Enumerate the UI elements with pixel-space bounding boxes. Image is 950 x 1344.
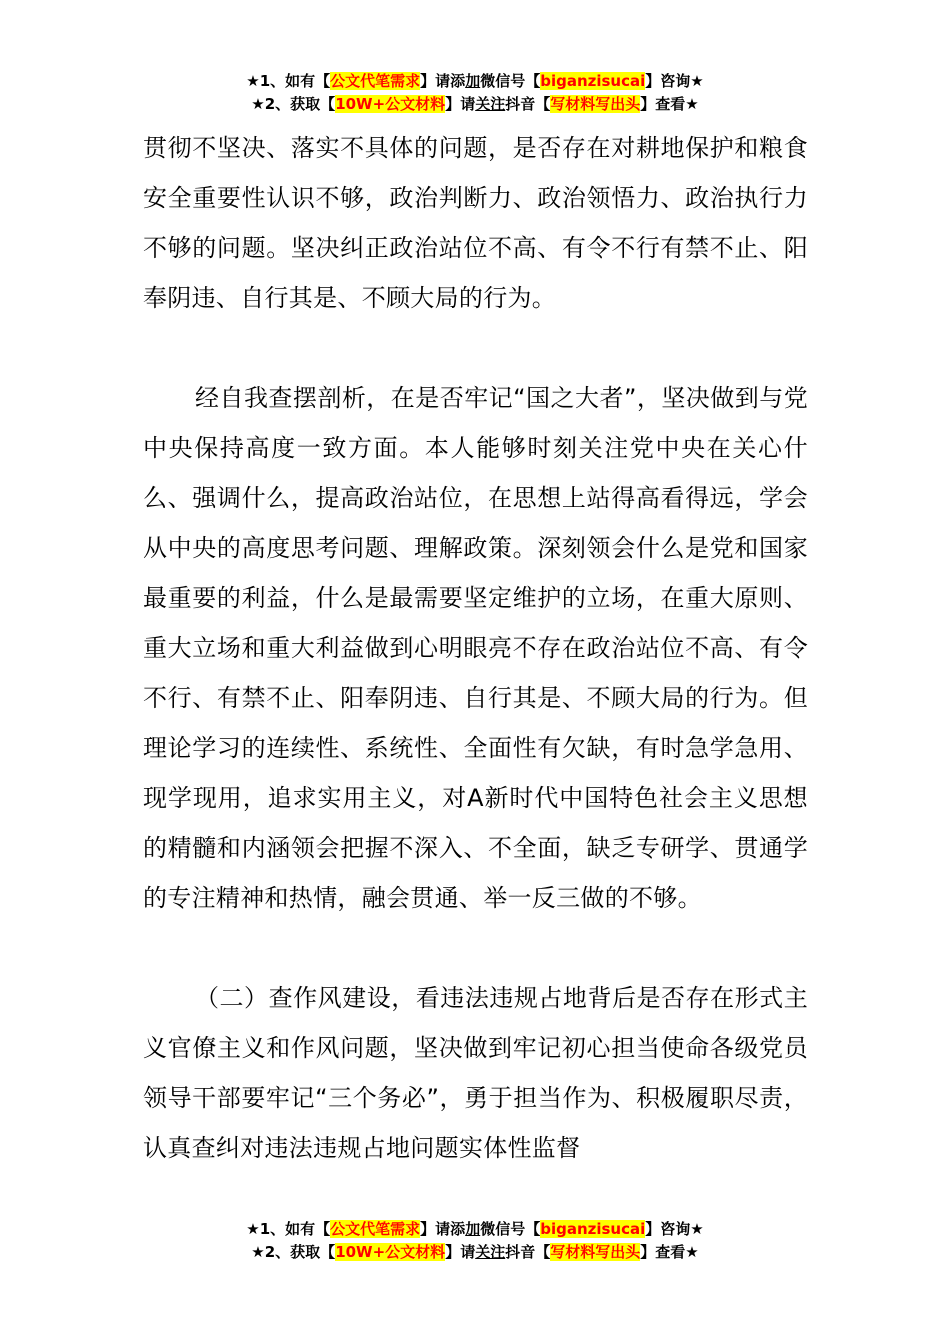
banner-text: ★2、获取【 (251, 1243, 336, 1261)
banner-text: 微信号【 (480, 72, 541, 90)
banner-underlined: 关注 (475, 95, 506, 113)
paragraph: 贯彻不坚决、落实不具体的问题，是否存在对耕地保护和粮食安全重要性认识不够，政治判断力、政治领悟力、政治执行力不够的问题。坚决纠正政治站位不高、有令不行有禁不止、阳奉阴违、自行其是、不顾大局的行为。 (143, 134, 808, 312)
banner-highlight: 10W+公文材料 (335, 95, 446, 113)
paragraph: （二）查作风建设，看违法违规占地背后是否存在形式主义官僚主义和作风问题，坚决做到牢记初心担当使命各级党员领导干部要牢记“三个务必”，勇于担当作为、积极履职尽责，认真查纠对违法违规占地问题实体性监督 (143, 984, 808, 1162)
banner-text: 】咨询★ (645, 1220, 704, 1238)
banner-highlight: 公文代笔需求 (330, 1220, 421, 1238)
banner-text: 】请 (445, 95, 476, 113)
banner-underlined: 关注 (475, 1243, 506, 1261)
paragraph-spacer (143, 923, 808, 973)
banner-text: 抖音【 (505, 1243, 551, 1261)
banner-text: ★2、获取【 (251, 95, 336, 113)
paragraph: 经自我查摆剖析，在是否牢记“国之大者”，坚决做到与党中央保持高度一致方面。本人能够时刻关注党中央在关心什么、强调什么，提高政治站位，在思想上站得高看得远，学会从中央的高度思考问题、理解政策。深刻领会什么是党和国家最重要的利益，什么是最需要坚定维护的立场，在重大原则、重大立场和重大利益做到心明眼亮不存在政治站位不高、有令不行、有禁不止、阳奉阴违、自行其是、不顾大局的行为。但理论学习的连续性、系统性、全面性有欠缺，有时急学急用、现学现用，追求实用主义，对A新时代中国特色社会主义思想的精髓和内涵领会把握不深入、不全面，缺乏专研学、贯通学的专注精神和热情，融会贯通、举一反三做的不够。 (143, 384, 808, 912)
header-banner (0, 70, 950, 116)
document-body (143, 123, 808, 1173)
banner-line-2 (0, 93, 950, 116)
banner-line-1 (0, 1218, 950, 1241)
banner-underlined: 加 (465, 72, 481, 90)
banner-text: 】咨询★ (645, 72, 704, 90)
banner-text: ★1、如有【 (246, 1220, 331, 1238)
paragraph-spacer (143, 323, 808, 373)
footer-banner (0, 1218, 950, 1264)
banner-line-1 (0, 70, 950, 93)
banner-highlight: 写材料写出头 (550, 1243, 641, 1261)
banner-text: 】请 (445, 1243, 476, 1261)
banner-highlight: 写材料写出头 (550, 95, 641, 113)
banner-text: 微信号【 (480, 1220, 541, 1238)
banner-text: 】请添 (420, 72, 466, 90)
banner-highlight: biganzisucai (540, 1220, 646, 1238)
banner-line-2 (0, 1241, 950, 1264)
banner-text: ★1、如有【 (246, 72, 331, 90)
banner-text: 】请添 (420, 1220, 466, 1238)
banner-text: 】查看★ (640, 1243, 699, 1261)
banner-highlight: 10W+公文材料 (335, 1243, 446, 1261)
banner-highlight: 公文代笔需求 (330, 72, 421, 90)
banner-highlight: biganzisucai (540, 72, 646, 90)
banner-underlined: 加 (465, 1220, 481, 1238)
banner-text: 】查看★ (640, 95, 699, 113)
banner-text: 抖音【 (505, 95, 551, 113)
